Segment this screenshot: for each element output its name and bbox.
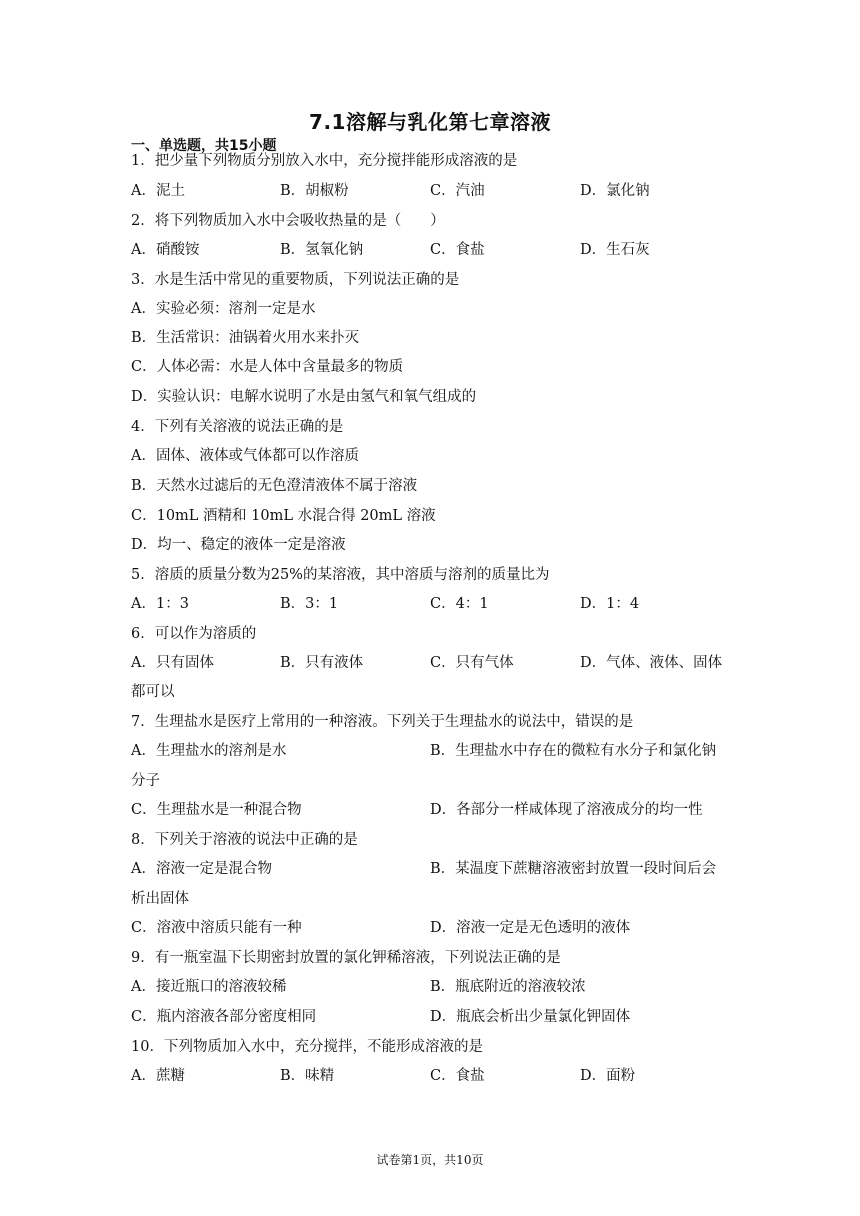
question-1-option-a: A．泥土 [131,183,185,199]
question-9-option-b: B．瓶底附近的溶液较浓 [430,979,586,995]
question-2-option-c: C．食盐 [430,242,485,258]
question-5-option-d: D．1：4 [580,596,640,612]
question-3-option-d: D．实验认识：电解水说明了水是由氢气和氧气组成的 [131,389,477,405]
question-5-option-b: B．3：1 [280,596,339,612]
question-9-option-a: A．接近瓶口的溶液较稀 [131,979,287,995]
question-6-option-d: D．气体、液体、固体 [580,655,723,671]
question-5-option-a: A．1：3 [131,596,189,612]
question-7-option-b: B．生理盐水中存在的微粒有水分子和氯化钠 [430,743,717,759]
question-7-option-d: D．各部分一样咸体现了溶液成分的均一性 [430,802,703,818]
question-1-option-b: B．胡椒粉 [280,183,349,199]
question-6-stem: 6．可以作为溶质的 [131,626,257,642]
question-2-stem: 2．将下列物质加入水中会吸收热量的是（ ） [131,213,445,229]
question-8-option-d: D．溶液一定是无色透明的液体 [430,920,631,936]
question-4-stem: 4．下列有关溶液的说法正确的是 [131,419,344,435]
question-3-option-c: C．人体必需：水是人体中含量最多的物质 [131,359,404,375]
question-1-option-c: C．汽油 [430,183,485,199]
question-8-option-c: C．溶液中溶质只能有一种 [131,920,302,936]
question-10-stem: 10．下列物质加入水中，充分搅拌，不能形成溶液的是 [131,1039,483,1055]
question-6-option-c: C．只有气体 [430,655,514,671]
question-7-stem: 7．生理盐水是医疗上常用的一种溶液。下列关于生理盐水的说法中，错误的是 [131,714,634,730]
question-8-stem: 8．下列关于溶液的说法中正确的是 [131,832,358,848]
question-7-option-a: A．生理盐水的溶剂是水 [131,743,287,759]
question-5-option-c: C．4：1 [430,596,489,612]
question-6-option-b: B．只有液体 [280,655,364,671]
question-2-option-b: B．氢氧化钠 [280,242,364,258]
question-8-option-b: B．某温度下蔗糖溶液密封放置一段时间后会 [430,861,717,877]
question-10-option-d: D．面粉 [580,1068,636,1084]
question-7-option-c: C．生理盐水是一种混合物 [131,802,302,818]
question-3-option-a: A．实验必须：溶剂一定是水 [131,301,316,317]
section-heading: 一、单选题，共15小题 [131,138,277,154]
page-footer: 试卷第1页，共10页 [376,1153,484,1167]
page-title: 7.1溶解与乳化第七章溶液 [309,110,551,134]
question-4-option-b: B．天然水过滤后的无色澄清液体不属于溶液 [131,478,418,494]
question-4-option-c: C．10mL 酒精和 10mL 水混合得 20mL 溶液 [131,508,436,524]
question-2-option-d: D．生石灰 [580,242,650,258]
question-1-stem: 1．把少量下列物质分别放入水中，充分搅拌能形成溶液的是 [131,153,518,169]
question-10-option-b: B．味精 [280,1068,335,1084]
question-6-option-a: A．只有固体 [131,655,214,671]
question-10-option-c: C．食盐 [430,1068,485,1084]
question-9-option-c: C．瓶内溶液各部分密度相同 [131,1009,317,1025]
question-10-option-a: A．蔗糖 [131,1068,185,1084]
question-1-option-d: D．氯化钠 [580,183,650,199]
question-4-option-d: D．均一、稳定的液体一定是溶液 [131,537,346,553]
question-6-continuation: 都可以 [131,684,175,700]
question-7-continuation: 分子 [131,773,160,789]
question-5-stem: 5．溶质的质量分数为25%的某溶液，其中溶质与溶剂的质量比为 [131,567,550,583]
question-9-option-d: D．瓶底会析出少量氯化钾固体 [430,1009,631,1025]
question-8-continuation: 析出固体 [131,891,189,907]
question-3-option-b: B．生活常识：油锅着火用水来扑灭 [131,330,360,346]
question-4-option-a: A．固体、液体或气体都可以作溶质 [131,448,359,464]
question-8-option-a: A．溶液一定是混合物 [131,861,272,877]
question-2-option-a: A．硝酸铵 [131,242,200,258]
question-3-stem: 3．水是生活中常见的重要物质，下列说法正确的是 [131,272,460,288]
question-9-stem: 9．有一瓶室温下长期密封放置的氯化钾稀溶液，下列说法正确的是 [131,950,561,966]
